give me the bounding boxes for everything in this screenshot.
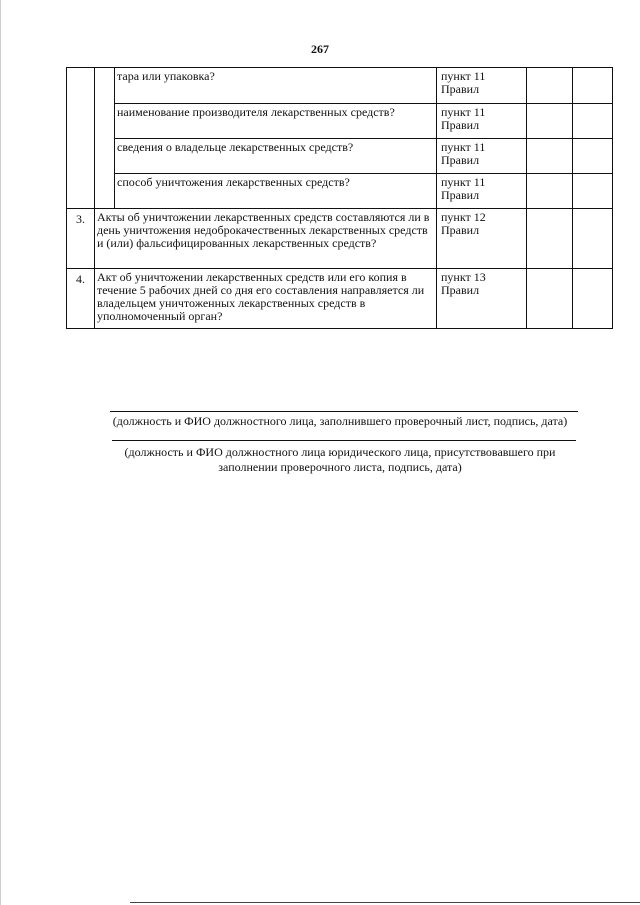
- table-row: [67, 173, 613, 209]
- row-number: [67, 68, 95, 104]
- question-cell: наименование производителя лекарственных средств?: [115, 103, 437, 138]
- table-row: [67, 138, 613, 173]
- inspector-signature-caption: (должность и ФИО должностного лица, заполнившего проверочный лист, подпись, дата): [112, 414, 568, 428]
- answer-cell-yes[interactable]: [527, 173, 573, 209]
- legal-entity-signature-caption: (должность и ФИО должностного лица юридического лица, присутствовавшего при заполнении проверочного листа, подпись, дата): [124, 445, 556, 474]
- row-number: 3.: [67, 209, 95, 269]
- reference-cell: пункт 11 Правил: [437, 103, 527, 138]
- answer-cell-no[interactable]: [573, 103, 613, 138]
- reference-cell: пункт 13 Правил: [437, 269, 527, 329]
- answer-cell-no[interactable]: [573, 68, 613, 104]
- row-number: [67, 138, 95, 173]
- reference-cell: пункт 11 Правил: [437, 138, 527, 173]
- answer-cell-no[interactable]: [573, 173, 613, 209]
- table-row: [67, 269, 613, 329]
- table-row: [67, 103, 613, 138]
- reference-cell: пункт 11 Правил: [437, 68, 527, 104]
- reference-cell: пункт 11 Правил: [437, 173, 527, 209]
- answer-cell-no[interactable]: [573, 209, 613, 269]
- answer-cell-yes[interactable]: [527, 68, 573, 104]
- legal-entity-signature-line[interactable]: [112, 440, 576, 441]
- row-number: [67, 173, 95, 209]
- answer-cell-no[interactable]: [573, 138, 613, 173]
- question-cell: способ уничтожения лекарственных средств?: [115, 173, 437, 209]
- question-cell: тара или упаковка?: [115, 68, 437, 104]
- answer-cell-no[interactable]: [573, 269, 613, 329]
- question-cell: сведения о владельце лекарственных средств?: [115, 138, 437, 173]
- scan-bottom-edge: [130, 902, 640, 903]
- answer-cell-yes[interactable]: [527, 103, 573, 138]
- question-cell: Акты об уничтожении лекарственных средств составляются ли в день уничтожения недоброкачественных лекарственных средств и (или) фальсифицированных лекарственных средств?: [95, 209, 437, 269]
- indent-cell: [95, 173, 115, 209]
- row-number: [67, 103, 95, 138]
- reference-cell: пункт 12 Правил: [437, 209, 527, 269]
- indent-cell: [95, 68, 115, 104]
- question-cell: Акт об уничтожении лекарственных средств или его копия в течение 5 рабочих дней со дня его составления направляется ли владельцем уничтоженных лекарственных средств в уполномоченный орган?: [95, 269, 437, 329]
- inspector-signature-line[interactable]: [110, 411, 578, 412]
- table-row: [67, 68, 613, 104]
- answer-cell-yes[interactable]: [527, 138, 573, 173]
- indent-cell: [95, 103, 115, 138]
- indent-cell: [95, 138, 115, 173]
- checklist-table: [66, 67, 613, 329]
- table-row: [67, 209, 613, 269]
- answer-cell-yes[interactable]: [527, 269, 573, 329]
- row-number: 4.: [67, 269, 95, 329]
- answer-cell-yes[interactable]: [527, 209, 573, 269]
- page-number: 267: [311, 42, 329, 56]
- scan-edge: [0, 0, 1, 905]
